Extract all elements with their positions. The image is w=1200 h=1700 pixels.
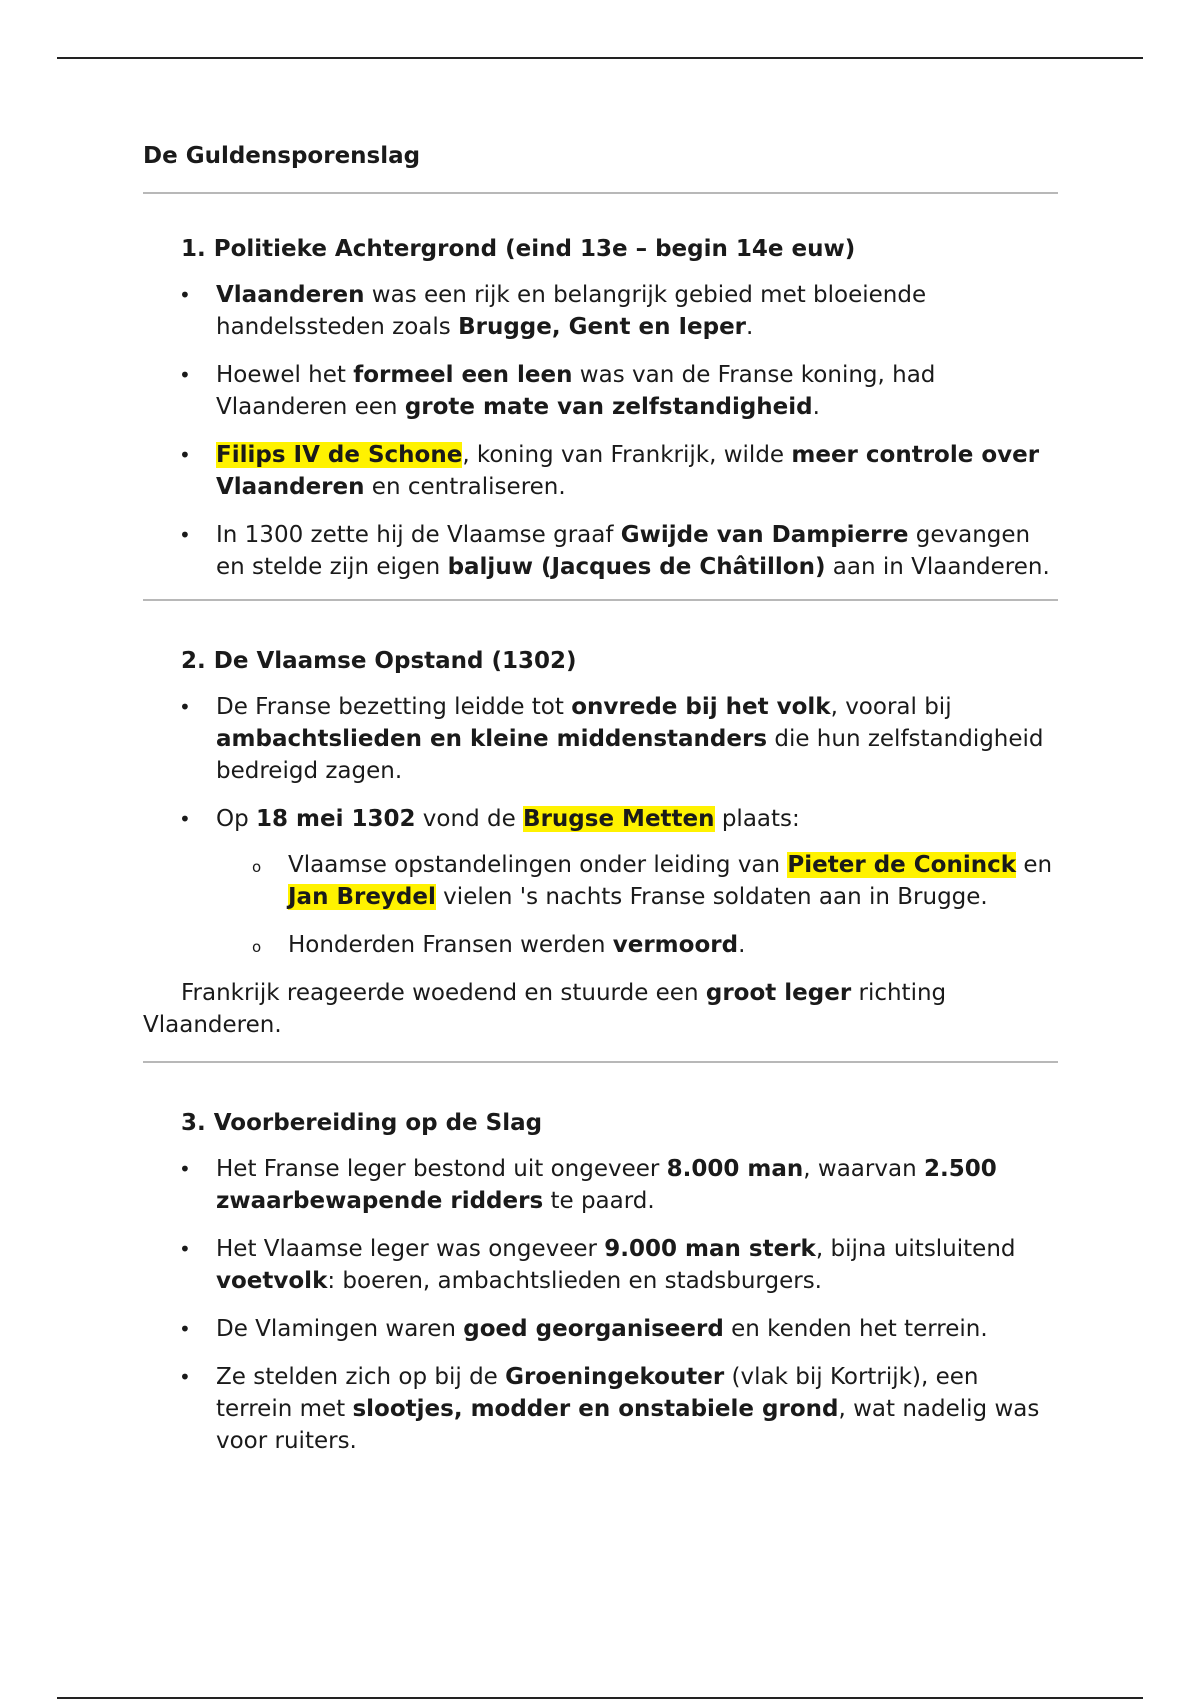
list-item-text: De Vlamingen waren goed georganiseerd en kenden het terrein. xyxy=(216,1316,988,1342)
list-item-text: De Franse bezetting leidde tot onvrede bij het volk, vooral bij ambachtslieden en kleine middenstanders die hun zelfstandigheid bedreigd zagen. xyxy=(216,694,1044,784)
closing-paragraph: Frankrijk reageerde woedend en stuurde een groot leger richting Vlaanderen. xyxy=(143,980,947,1038)
list-item-text: Vlaanderen was een rijk en belangrijk gebied met bloeiende handelssteden zoals Brugge, Gent en Ieper. xyxy=(216,282,927,340)
bold-term: vermoord xyxy=(612,932,739,958)
bold-term: onvrede bij het volk xyxy=(571,694,831,720)
section-3-list xyxy=(143,1153,1058,1457)
list-item-text: Op 18 mei 1302 vond de Brugse Metten plaats: xyxy=(216,806,800,832)
list-item-text: Het Vlaamse leger was ongeveer 9.000 man sterk, bijna uitsluitend voetvolk: boeren, ambachtslieden en stadsburgers. xyxy=(216,1236,1016,1294)
section-2-list xyxy=(143,691,1058,961)
sub-list xyxy=(216,849,1058,961)
bold-term: Vlaanderen xyxy=(216,282,365,308)
list-item xyxy=(143,359,1058,423)
list-item xyxy=(143,803,1058,961)
circle-o-icon: o xyxy=(252,938,262,956)
section-divider xyxy=(143,1061,1058,1063)
bold-term: grote mate van zelfstandigheid xyxy=(404,394,813,420)
list-item xyxy=(143,279,1058,343)
highlighted-term: Filips IV de Schone xyxy=(216,442,463,468)
bullet-dot-icon: • xyxy=(179,1237,191,1261)
section-divider xyxy=(143,192,1058,194)
list-item-text: Filips IV de Schone, koning van Frankrijk, wilde meer controle over Vlaanderen en centraliseren. xyxy=(216,442,1040,500)
list-item xyxy=(143,691,1058,787)
bold-term: Gwijde van Dampierre xyxy=(620,522,909,548)
bullet-dot-icon: • xyxy=(179,283,191,307)
bold-term: 18 mei 1302 xyxy=(256,806,416,832)
section-1-heading: 1. Politieke Achtergrond (eind 13e – begin 14e euw) xyxy=(181,236,856,262)
page-top-rule xyxy=(57,57,1143,59)
bold-term: formeel een leen xyxy=(353,362,573,388)
bullet-dot-icon: • xyxy=(179,695,191,719)
circle-o-icon: o xyxy=(252,858,262,876)
bold-term: ambachtslieden en kleine middenstanders xyxy=(216,726,768,752)
list-item-text: In 1300 zette hij de Vlaamse graaf Gwijde van Dampierre gevangen en stelde zijn eigen baljuw (Jacques de Châtillon) aan in Vlaanderen. xyxy=(216,522,1050,580)
page-bottom-rule xyxy=(57,1697,1143,1699)
bold-term: Brugge, Gent en Ieper xyxy=(458,314,747,340)
bold-term: 2.500 zwaarbewapende ridders xyxy=(216,1156,997,1214)
list-item xyxy=(143,1233,1058,1297)
document-body xyxy=(143,140,1058,1473)
bold-term: Groeningekouter xyxy=(505,1364,725,1390)
highlighted-term: Jan Breydel xyxy=(288,884,436,910)
bold-term: groot leger xyxy=(705,980,852,1006)
list-item xyxy=(143,439,1058,503)
section-3-heading: 3. Voorbereiding op de Slag xyxy=(181,1110,543,1136)
bold-term: slootjes, modder en onstabiele grond xyxy=(352,1396,839,1422)
list-item-text: Hoewel het formeel een leen was van de Franse koning, had Vlaanderen een grote mate van zelfstandigheid. xyxy=(216,362,936,420)
list-item xyxy=(143,1313,1058,1345)
sub-list-item-text: Vlaamse opstandelingen onder leiding van Pieter de Coninck en Jan Breydel vielen 's nachts Franse soldaten aan in Brugge. xyxy=(288,852,1053,910)
bullet-dot-icon: • xyxy=(179,443,191,467)
highlighted-term: Brugse Metten xyxy=(523,806,715,832)
highlighted-term: Pieter de Coninck xyxy=(787,852,1017,878)
bullet-dot-icon: • xyxy=(179,523,191,547)
list-item-text: Ze stelden zich op bij de Groeningekouter (vlak bij Kortrijk), een terrein met slootjes, modder en onstabiele grond, wat nadelig was voor ruiters. xyxy=(216,1364,1040,1454)
list-item xyxy=(143,519,1058,583)
bullet-dot-icon: • xyxy=(179,1365,191,1389)
section-1-list xyxy=(143,279,1058,583)
bold-term: 9.000 man sterk xyxy=(604,1236,816,1262)
document-title: De Guldensporenslag xyxy=(143,143,421,169)
section-divider xyxy=(143,599,1058,601)
bold-term: goed georganiseerd xyxy=(463,1316,724,1342)
bullet-dot-icon: • xyxy=(179,807,191,831)
sub-list-item xyxy=(216,849,1058,913)
bold-term: voetvolk xyxy=(216,1268,328,1294)
sub-list-item-text: Honderden Fransen werden vermoord. xyxy=(288,932,746,958)
bold-term: meer controle over Vlaanderen xyxy=(216,442,1040,500)
bullet-dot-icon: • xyxy=(179,1317,191,1341)
bullet-dot-icon: • xyxy=(179,363,191,387)
list-item-text: Het Franse leger bestond uit ongeveer 8.000 man, waarvan 2.500 zwaarbewapende ridders te paard. xyxy=(216,1156,997,1214)
bold-term: 8.000 man xyxy=(666,1156,804,1182)
list-item xyxy=(143,1361,1058,1457)
sub-list-item xyxy=(216,929,1058,961)
list-item xyxy=(143,1153,1058,1217)
section-2-heading: 2. De Vlaamse Opstand (1302) xyxy=(181,648,577,674)
bullet-dot-icon: • xyxy=(179,1157,191,1181)
bold-term: baljuw (Jacques de Châtillon) xyxy=(447,554,826,580)
